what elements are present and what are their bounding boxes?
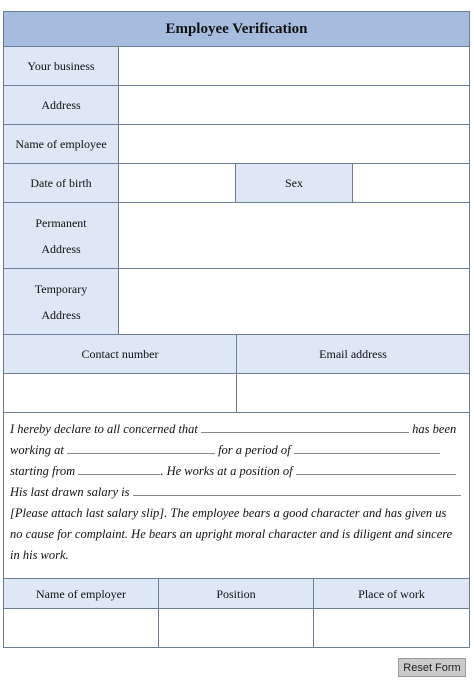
declaration-line-4 (10, 482, 463, 503)
declaration-line-2 (10, 440, 463, 461)
declaration-line-7: in his work. (10, 548, 69, 562)
permanent-address-label-line1: Permanent (35, 215, 87, 230)
declaration-line-6: no cause for complaint. He bears an upright moral character and is diligent and sincere (10, 527, 453, 541)
date-of-birth-field[interactable] (119, 164, 236, 203)
your-business-label: Your business (4, 47, 119, 86)
declaration-line-5: [Please attach last salary slip]. The employee bears a good character and has given us (10, 506, 447, 520)
declaration-text: working at (10, 443, 64, 457)
salary-blank[interactable] (133, 483, 461, 496)
temporary-address-label (4, 269, 119, 335)
contact-number-field[interactable] (4, 374, 237, 413)
workplace-blank[interactable] (67, 441, 215, 454)
temporary-address-field[interactable] (119, 269, 469, 335)
period-blank[interactable] (294, 441, 440, 454)
declaration-text: has been (412, 422, 457, 436)
declaration-line-3 (10, 461, 463, 482)
name-of-employer-header: Name of employer (4, 579, 159, 609)
form-title: Employee Verification (4, 12, 469, 47)
permanent-address-label-line2: Address (41, 241, 81, 256)
declaration-text: starting from (10, 464, 76, 478)
name-of-employee-field[interactable] (119, 125, 469, 164)
declaration-text: . He works at a position of (160, 464, 293, 478)
email-address-field[interactable] (237, 374, 469, 413)
name-of-employee-label: Name of employee (4, 125, 119, 164)
position-blank[interactable] (296, 462, 456, 475)
position-field[interactable] (159, 609, 314, 647)
employee-verification-form (3, 11, 470, 648)
declaration-text: His last drawn salary is (10, 485, 130, 499)
declaration-line-1 (10, 419, 463, 440)
contact-number-label: Contact number (4, 335, 237, 374)
permanent-address-field[interactable] (119, 203, 469, 269)
temporary-address-label-line1: Temporary (34, 281, 88, 296)
declaration-text: I hereby declare to all concerned that (10, 422, 198, 436)
start-date-blank[interactable] (78, 462, 160, 475)
address-label: Address (4, 86, 119, 125)
reset-form-button[interactable]: Reset Form (398, 658, 466, 677)
date-of-birth-label: Date of birth (4, 164, 119, 203)
declaration-text: for a period of (218, 443, 291, 457)
sex-field[interactable] (353, 164, 469, 203)
place-of-work-header: Place of work (314, 579, 469, 609)
name-of-employer-field[interactable] (4, 609, 159, 647)
temporary-address-label-line2: Address (41, 307, 81, 322)
sex-label: Sex (236, 164, 353, 203)
address-field[interactable] (119, 86, 469, 125)
your-business-field[interactable] (119, 47, 469, 86)
email-address-label: Email address (237, 335, 469, 374)
declaration-paragraph (4, 413, 469, 579)
employer-name-blank[interactable] (201, 420, 409, 433)
position-header: Position (159, 579, 314, 609)
permanent-address-label (4, 203, 119, 269)
place-of-work-field[interactable] (314, 609, 469, 647)
